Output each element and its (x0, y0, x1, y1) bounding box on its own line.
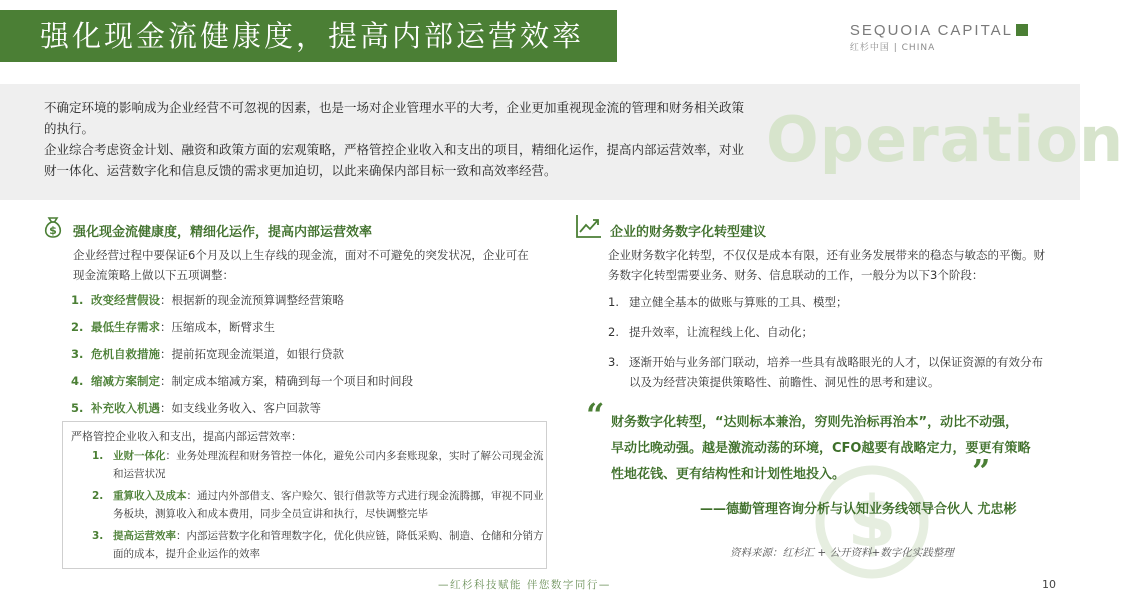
list-item: 5. 补充收入机遇：如支线业务收入、客户回款等 (71, 401, 321, 415)
list-item: 1. 改变经营假设：根据新的现金流预算调整经营策略 (71, 293, 344, 307)
list-item: 1. 业财一体化：业务处理流程和财务管控一体化，避免公司内多套账现象，实时了解公司现金流和运营状况 (92, 450, 544, 480)
list-item: 3. 提高运营效率：内部运营数字化和管理数字化，优化供应链，降低采购、制造、仓储和分销方面的成本，提升企业运作的效率 (92, 530, 544, 560)
intro-text (44, 97, 744, 181)
logo-wordmark: SEQUOIA CAPITAL (849, 22, 1013, 39)
open-quote-icon: “ (586, 396, 605, 434)
svg-text:$: $ (49, 224, 57, 237)
list-item: 1. 建立健全基本的做账与算账的工具、模型； (608, 295, 848, 309)
money-bag-icon (40, 214, 66, 240)
footer-tagline: —红杉科技赋能 伴您数字同行— (438, 579, 611, 591)
left-section-title: 强化现金流健康度，精细化运作，提高内部运营效率 (73, 225, 373, 240)
list-item: 3. 危机自救措施：提前拓宽现金流渠道，如银行贷款 (71, 347, 344, 361)
logo (850, 22, 1028, 53)
left-section-desc: 企业经营过程中要保证6个月及以上生存线的现金流，面对不可避免的突发状况，企业可在现金流策略上做以下五项调整： (73, 248, 529, 282)
control-box-list (92, 447, 544, 567)
list-item: 2. 提升效率，让流程线上化、自动化； (608, 325, 813, 339)
intro-paragraph: 企业综合考虑资金计划、融资和政策方面的宏观策略，严格管控企业收入和支出的项目，精细化运作，提高内部运营效率，对业财一体化、运营数字化和信息反馈的需求更加迫切，以此来确保内部目标一致和高效率经营。 (44, 142, 745, 178)
intro-paragraph: 不确定环境的影响成为企业经营不可忽视的因素，也是一场对企业管理水平的大考，企业更加重视现金流的管理和财务相关政策的执行。 (44, 100, 745, 136)
source-note: 资料来源：红杉汇 + 公开资料+数字化实践整理 (730, 547, 954, 559)
operation-watermark: Operation (766, 103, 1124, 176)
list-item: 2. 重算收入及成本：通过内外部借支、客户赊欠、银行借款等方式进行现金流腾挪，审视不同业务板块，测算收入和成本费用，同步全员宣讲和执行，尽快调整完毕 (92, 490, 544, 520)
control-box-intro: 严格管控企业收入和支出，提高内部运营效率： (71, 430, 302, 443)
right-section-desc: 企业财务数字化转型，不仅仅是成本有限，还有业务发展带来的稳态与敏态的平衡。财务数字化转型需要业务、财务、信息联动的工作，一般分为以下3个阶段： (608, 248, 1045, 282)
cashflow-adjustment-list (71, 290, 541, 425)
svg-text:$: $ (847, 481, 897, 563)
list-item: 3. 逐渐开始与业务部门联动，培养一些具有战略眼光的人才，以保证资源的有效分布以及为经营决策提供策略性、前瞻性、洞见性的思考和建议。 (608, 355, 1043, 389)
right-section-title: 企业的财务数字化转型建议 (610, 225, 767, 240)
trend-up-icon (574, 212, 604, 240)
list-item: 4. 缩减方案制定：制定成本缩减方案，精确到每一个项目和时间段 (71, 374, 413, 388)
quote-text: 财务数字化转型，“达则标本兼治，穷则先治标再治本”，动比不动强，早动比晚动强。越是激流动荡的环境，CFO越要有战略定力，要更有策略性地花钱、更有结构性和计划性地投入。 (611, 415, 1031, 482)
page-title: 强化现金流健康度，提高内部运营效率 (0, 10, 617, 62)
list-item: 2. 最低生存需求：压缩成本，断臂求生 (71, 320, 275, 334)
transformation-stages-list (608, 292, 1053, 402)
logo-subtitle: 红杉中国 | CHINA (849, 43, 936, 53)
quote-author: ——德勤管理咨询分析与认知业务线领导合伙人 尤忠彬 (700, 502, 1017, 517)
page-number: 10 (1042, 578, 1056, 591)
sequoia-mark-icon (1016, 24, 1028, 36)
close-quote-icon: ” (972, 452, 991, 490)
